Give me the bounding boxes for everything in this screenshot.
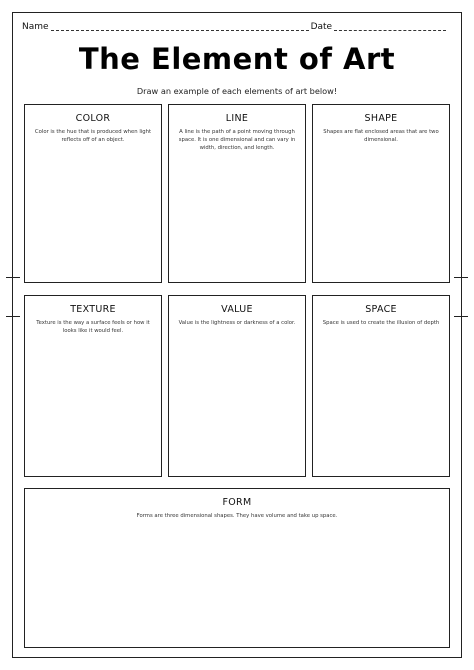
date-label: Date <box>310 22 333 32</box>
border-tick <box>454 277 468 278</box>
border-tick <box>6 277 20 278</box>
border-tick <box>454 316 468 317</box>
space-title: SPACE <box>365 304 397 315</box>
line-title: LINE <box>225 113 249 124</box>
shape-box[interactable] <box>312 104 450 283</box>
name-date-header <box>22 22 452 32</box>
color-description: Color is the hue that is produced when light reflects off of an object. <box>34 129 152 143</box>
form-description: Forms are three dimensional shapes. They have volume and take up space. <box>136 513 338 519</box>
value-box[interactable] <box>168 295 306 477</box>
space-box[interactable] <box>312 295 450 477</box>
value-description: Value is the lightness or darkness of a color. <box>178 320 296 326</box>
value-title: VALUE <box>221 304 253 315</box>
form-title: FORM <box>222 497 252 508</box>
texture-box[interactable] <box>24 295 162 477</box>
color-title: COLOR <box>75 113 111 124</box>
border-tick <box>6 316 20 317</box>
page-title: The Element of Art <box>78 42 396 76</box>
name-field[interactable] <box>51 22 309 31</box>
texture-description: Texture is the way a surface feels or how it looks like it would feel. <box>36 320 150 334</box>
date-field[interactable] <box>334 22 446 31</box>
name-label: Name <box>22 22 49 32</box>
space-description: Space is used to create the illusion of depth <box>322 320 440 326</box>
shape-title: SHAPE <box>364 113 398 124</box>
page-subtitle: Draw an example of each elements of art below! <box>136 86 338 96</box>
shape-description: Shapes are flat enclosed areas that are two dimensional. <box>323 129 439 143</box>
line-description: A line is the path of a point moving through space. It is one dimensional and can vary in width, direction, and length. <box>178 129 296 151</box>
texture-title: TEXTURE <box>70 304 116 315</box>
line-box[interactable] <box>168 104 306 283</box>
form-box[interactable] <box>24 488 450 648</box>
color-box[interactable] <box>24 104 162 283</box>
